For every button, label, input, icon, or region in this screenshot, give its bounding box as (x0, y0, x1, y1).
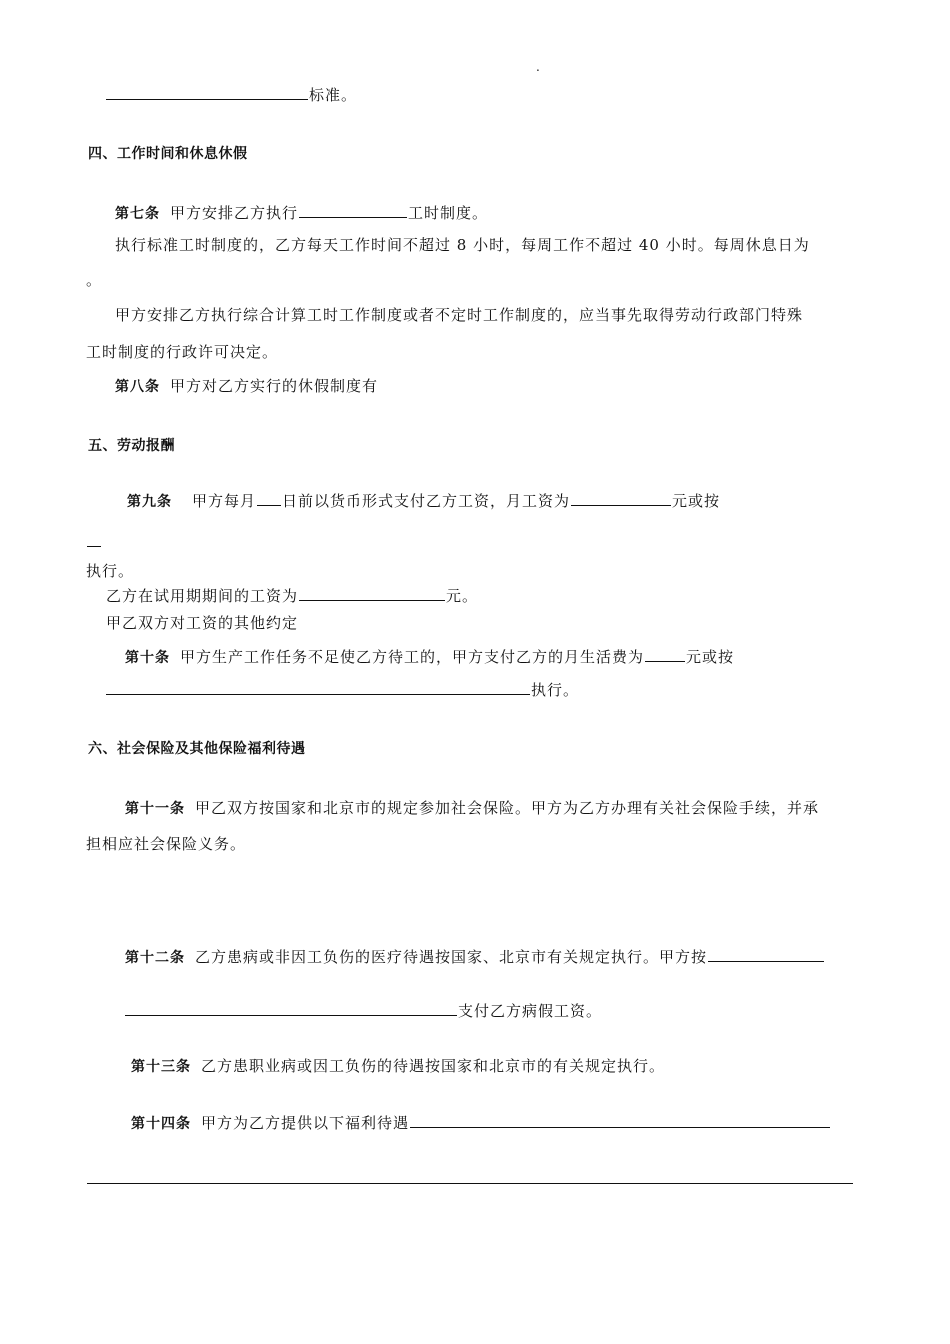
article-7: 第七条 甲方安排乙方执行 工时制度。 (115, 204, 489, 222)
blank-field[interactable] (106, 679, 530, 695)
header-mark: . (536, 60, 540, 74)
article-number: 第八条 (115, 379, 160, 395)
article-9: 第九条 甲方每月 日前以货币形式支付乙方工资，月工资为 元或按 (127, 492, 721, 510)
article-number: 第十二条 (125, 950, 185, 966)
blank-field[interactable] (106, 84, 308, 100)
article-number: 第十一条 (125, 801, 185, 817)
article-number: 第十条 (125, 650, 170, 666)
article-11: 第十一条 甲乙双方按国家和北京市的规定参加社会保险。甲方为乙方办理有关社会保险手续，并承 (125, 799, 820, 817)
other-salary-terms: 甲乙双方对工资的其他约定 (106, 614, 299, 632)
paragraph-special-hours-end: 工时制度的行政许可决定。 (86, 343, 279, 361)
article-number: 第十三条 (131, 1059, 191, 1075)
article-11-line2: 担相应社会保险义务。 (86, 835, 247, 853)
blank-field[interactable] (299, 585, 445, 601)
blank-field[interactable] (299, 202, 407, 218)
article-10: 第十条 甲方生产工作任务不足使乙方待工的，甲方支付乙方的月生活费为 元或按 (125, 648, 735, 666)
section-heading-6: 六、社会保险及其他保险福利待遇 (88, 741, 306, 757)
blank-field[interactable] (87, 546, 101, 547)
paragraph-special-hours: 甲方安排乙方执行综合计算工时工作制度或者不定时工作制度的，应当事先取得劳动行政部门特殊 (115, 306, 804, 324)
article-12: 第十二条 乙方患病或非因工负伤的医疗待遇按国家、北京市有关规定执行。甲方按 (125, 946, 825, 968)
blank-field[interactable] (645, 646, 685, 662)
blank-field[interactable] (257, 490, 281, 506)
article-number: 第七条 (115, 206, 160, 222)
blank-field[interactable] (125, 1000, 457, 1016)
article-9-exec: 执行。 (86, 562, 135, 580)
blank-field[interactable] (410, 1112, 830, 1128)
section-heading-4: 四、工作时间和休息休假 (88, 146, 248, 162)
paragraph-standard-hours: 执行标准工时制度的，乙方每天工作时间不超过 8 小时，每周工作不超过 40 小时。每周休息日为 (115, 236, 810, 254)
standard-line: 标准。 (105, 84, 357, 105)
section-heading-5: 五、劳动报酬 (88, 438, 175, 454)
article-8: 第八条 甲方对乙方实行的休假制度有 (115, 377, 379, 395)
paragraph-standard-hours-end: 。 (86, 271, 103, 289)
blank-field[interactable] (87, 1183, 853, 1184)
article-13: 第十三条 乙方患职业病或因工负伤的待遇按国家和北京市的有关规定执行。 (131, 1057, 666, 1075)
trial-salary: 乙方在试用期期间的工资为 元。 (106, 587, 479, 605)
blank-field[interactable] (571, 490, 671, 506)
article-10-exec: 执行。 (105, 679, 579, 700)
article-number: 第九条 (127, 494, 172, 510)
article-12-line2: 支付乙方病假工资。 (124, 1000, 602, 1021)
blank-field[interactable] (708, 946, 824, 962)
article-number: 第十四条 (131, 1116, 191, 1132)
article-14: 第十四条 甲方为乙方提供以下福利待遇 (131, 1112, 831, 1134)
